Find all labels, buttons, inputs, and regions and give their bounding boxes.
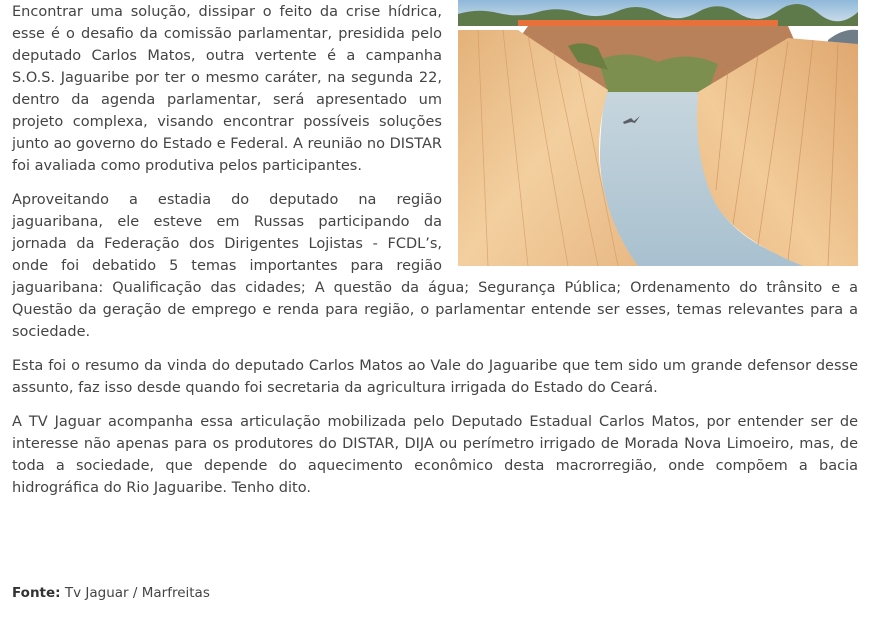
orange-fence [518,20,778,26]
source-value: Tv Jaguar / Marfreitas [64,585,210,601]
article-body [12,0,858,511]
canal-photo [458,0,858,266]
paragraph-1: Encontrar uma solução, dissipar o feito da crise hídrica, esse é o desafio da comissão parlamentar, presidida pelo deputado Carlos Matos, outra vertente é a campanha S.O.S. Jaguaribe por ter o mesmo caráter, na segunda 22, dentro da agenda parlamentar, será apresentado um projeto complexa, visando encontrar possíveis soluções junto ao governo do Estado e Federal. A reunião no DISTAR foi avaliada como produtiva pelos participantes. [12,4,442,174]
paragraph-3: Esta foi o resumo da vinda do deputado Carlos Matos ao Vale do Jaguaribe que tem sido um grande defensor desse assunto, faz isso desde quando foi secretaria da agricultura irrigada do Estado do Ceará. [12,358,858,396]
paragraph-4: A TV Jaguar acompanha essa articulação mobilizada pelo Deputado Estadual Carlos Matos, por entender ser de interesse não apenas para os produtores do DISTAR, DIJA ou perímetro irrigado de Morada Nova Limoeiro, mas, de toda a sociedade, que depende do aquecimento econômico desta macrorregião, onde compõem a bacia hidrográfica do Rio Jaguaribe. Tenho dito. [12,414,858,496]
source-label: Fonte: [12,585,61,601]
paragraph-2: Aproveitando a estadia do deputado na região jaguaribana, ele esteve em Russas participando da jornada da Federação dos Dirigentes Lojistas - FCDL’s, onde foi debatido 5 temas importantes para região jaguaribana: Qualificação das cidades; A questão da água; Segurança Pública; Ordenamento do trânsito e a Questão da geração de emprego e renda para região, o parlamentar entende ser esses, temas relevantes para a sociedade. [12,192,858,340]
source-credit [12,584,210,602]
